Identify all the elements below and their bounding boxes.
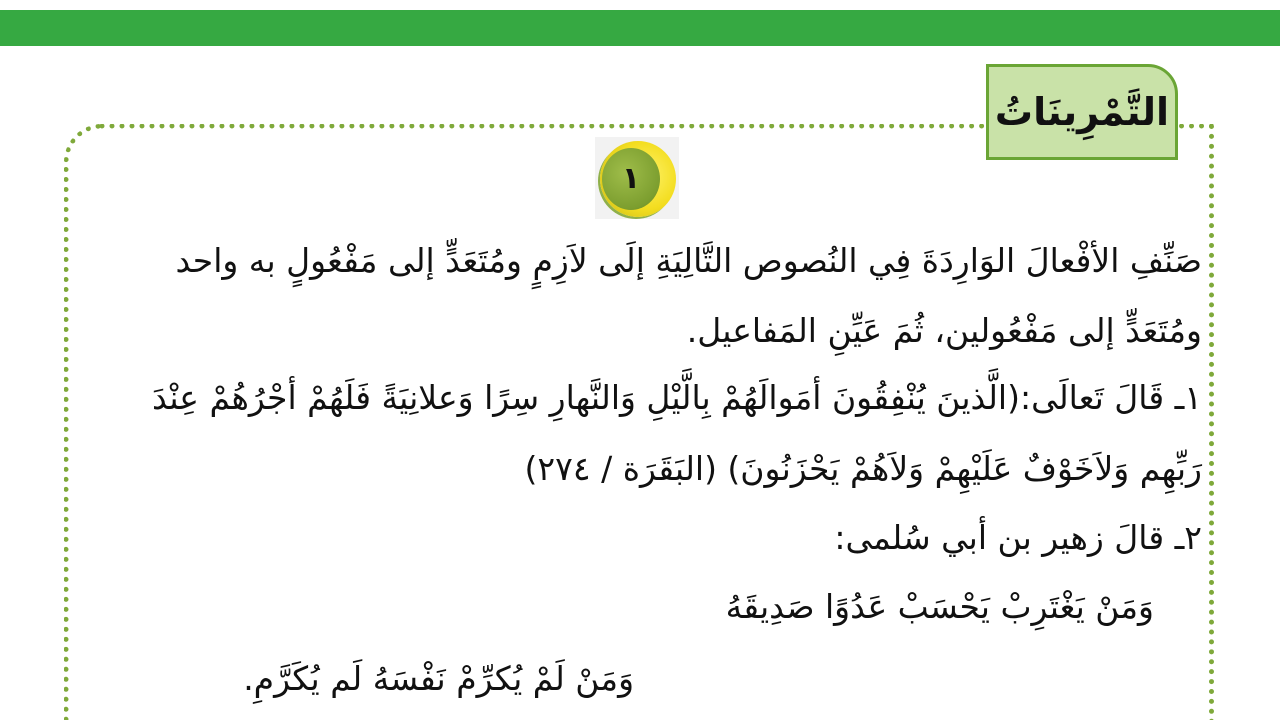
quran-quote-line-1: ١ـ قَالَ تَعالَى:(الَّذينَ يُنْفِقُونَ أمَوالَهُمْ بِالَّيْلِ وَالنَّهارِ سِرًا وَعلانِيَةً فَلَهُمْ أجْرُهُمْ عِنْدَ — [152, 378, 1202, 417]
top-green-bar — [0, 10, 1280, 46]
exercise-number: ١ — [621, 161, 641, 196]
poem-verse-first-half: وَمَنْ يَغْتَرِبْ يَحْسَبْ عَدُوًا صَدِيقَهُ — [725, 587, 1154, 626]
quran-quote-line-2: رَبِّهِم وَلاَخَوْفٌ عَلَيْهِمْ وَلاَهُمْ يَحْزَنُونَ) (البَقَرَة / ٢٧٤) — [524, 449, 1202, 488]
exercises-title-box — [986, 64, 1178, 160]
instruction-line-1: صَنِّفِ الأفْعالَ الوَارِدَةَ فِي النُصوص التَّالِيَةِ إلَى لاَزِمٍ ومُتَعَدٍّ إلى مَفْعُولٍ به واحد — [175, 241, 1202, 280]
poem-attribution: ٢ـ قالَ زهير بن أبي سُلمى: — [834, 518, 1202, 557]
instruction-line-2: ومُتَعَدٍّ إلى مَفْعُولين، ثُمَ عَيِّنِ المَفاعيل. — [686, 311, 1202, 350]
poem-verse-second-half: وَمَنْ لَمْ يُكرِّمْ نَفْسَهُ لَم يُكَرَّمِ. — [243, 659, 634, 698]
exercise-number-badge-inner — [602, 148, 660, 210]
page-title: التَّمْرِينَاتُ — [994, 90, 1170, 134]
